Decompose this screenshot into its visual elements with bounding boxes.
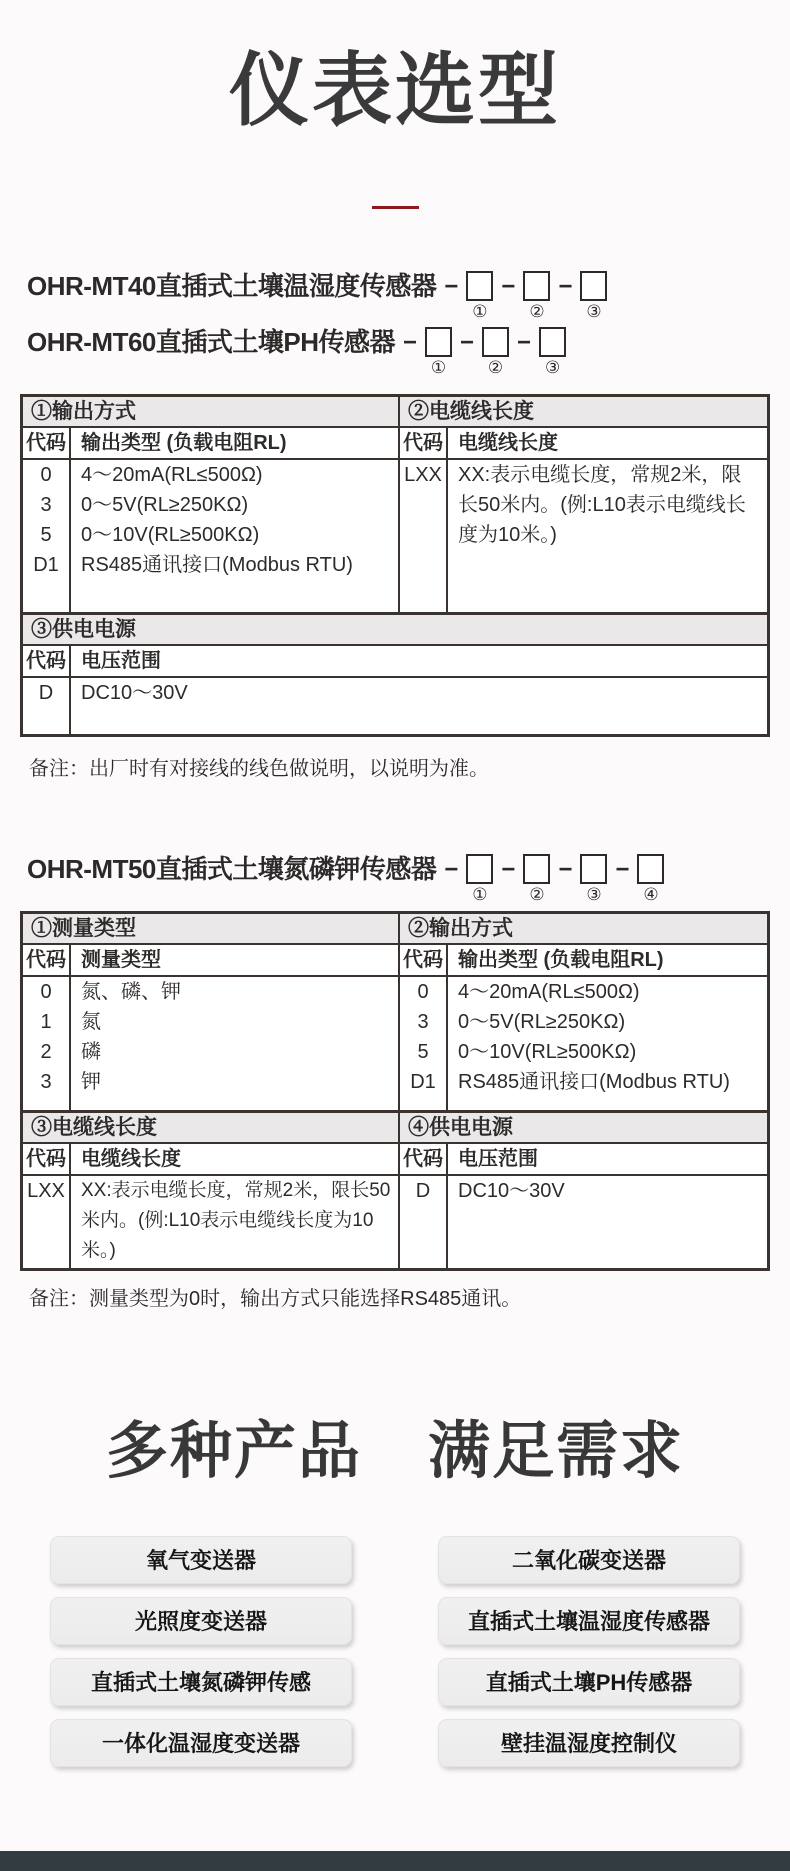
model-code-slot (637, 854, 664, 904)
model-code-slot (580, 854, 607, 904)
column-header-desc: 输出类型 (负载电阻RL) (458, 949, 664, 971)
dash-separator: − (558, 273, 573, 300)
code-cell: 0 (417, 981, 429, 1003)
title-underline (372, 206, 419, 209)
code-column (400, 1176, 448, 1268)
hero-heading-left: 多种产品 (105, 1417, 362, 1486)
desc-column (71, 1176, 398, 1268)
desc-cell: 0～5V(RL≥250KΩ) (458, 1011, 626, 1033)
hero-heading (20, 1417, 770, 1487)
code-cell: D1 (33, 554, 59, 576)
desc-cell: DC10～30V (458, 1180, 565, 1202)
dash-separator: − (501, 856, 516, 883)
section-header: ②输出方式 (400, 914, 767, 945)
slot-number: ③ (586, 302, 602, 321)
page-title: 仪表选型 (229, 46, 561, 135)
desc-cell: 磷 (81, 1041, 101, 1063)
code-column (23, 977, 71, 1110)
model-line-mt60 (20, 327, 770, 377)
slot-number: ③ (586, 885, 602, 904)
section-cable (398, 397, 767, 612)
code-box (466, 854, 493, 884)
note-remark-2: 备注：测量类型为0时，输出方式只能选择RS485通讯。 (29, 1288, 522, 1310)
product-button-soil-npk[interactable]: 直插式土壤氮磷钾传感 (50, 1658, 352, 1706)
column-header-desc: 电缆线长度 (81, 1148, 181, 1170)
code-column (400, 460, 448, 612)
code-cell: LXX (27, 1180, 65, 1202)
code-cell: 1 (40, 1011, 52, 1033)
code-column (23, 1176, 71, 1268)
model-code-slot (466, 854, 493, 904)
column-header-desc: 电压范围 (458, 1148, 538, 1170)
column-header-desc: 测量类型 (81, 949, 161, 971)
model-code-slot (425, 327, 452, 377)
code-box (637, 854, 664, 884)
spec-table-mt50-lower (20, 1113, 770, 1271)
desc-cell: 钾 (81, 1071, 101, 1093)
spec-table-mt50-upper (20, 911, 770, 1113)
model-code-slot (482, 327, 509, 377)
note-remark-1: 备注：出厂时有对接线的线色做说明，以说明为准。 (29, 758, 489, 780)
column-header-desc: 输出类型 (负载电阻RL) (81, 432, 287, 454)
slot-number: ① (430, 358, 447, 377)
column-header-desc: 电压范围 (81, 650, 161, 672)
section-header: ③供电电源 (23, 615, 767, 646)
code-box (539, 327, 566, 357)
desc-column (71, 977, 398, 1110)
dash-separator: − (444, 856, 459, 883)
column-header-code: 代码 (23, 945, 71, 975)
code-cell: 3 (40, 494, 52, 516)
column-header-code: 代码 (23, 428, 71, 458)
desc-cell: 0～5V(RL≥250KΩ) (81, 494, 249, 516)
model-code-slot (580, 271, 607, 321)
code-cell: 0 (40, 981, 52, 1003)
product-button-soil-temp-humidity[interactable]: 直插式土壤温湿度传感器 (438, 1597, 740, 1645)
desc-cell: XX:表示电缆长度，常规2米，限长50米内。(例:L10表示电缆线长度为10米。) (81, 1180, 391, 1261)
slot-number: ④ (643, 885, 659, 904)
model-line-mt40 (20, 271, 770, 321)
code-cell: D (38, 682, 54, 704)
code-box (580, 271, 607, 301)
desc-column (71, 460, 398, 612)
section-header: ①测量类型 (23, 914, 398, 945)
desc-cell: 氮 (81, 1011, 101, 1033)
code-cell: 2 (40, 1041, 52, 1063)
code-cell: 5 (417, 1041, 429, 1063)
section-header: ④供电电源 (400, 1113, 767, 1144)
code-cell: D1 (410, 1071, 436, 1093)
code-column (23, 460, 71, 612)
dash-separator: − (501, 273, 516, 300)
slot-number: ① (472, 302, 488, 321)
code-box (523, 854, 550, 884)
desc-cell: 氮、磷、钾 (81, 981, 181, 1003)
desc-cell: 4～20mA(RL≤500Ω) (458, 981, 640, 1003)
code-cell: D (415, 1180, 431, 1202)
dash-separator: − (558, 856, 573, 883)
column-header-desc: 电缆线长度 (458, 432, 558, 454)
desc-cell: 0～10V(RL≥500KΩ) (81, 524, 260, 546)
section-cable (23, 1113, 398, 1268)
code-cell: 3 (417, 1011, 429, 1033)
code-column (400, 977, 448, 1110)
spec-table-mt40-mt60 (20, 394, 770, 615)
model-line-mt50 (20, 854, 770, 904)
dash-separator: − (517, 329, 532, 356)
code-box (523, 271, 550, 301)
desc-column (71, 678, 767, 734)
desc-cell: 4～20mA(RL≤500Ω) (81, 464, 263, 486)
product-button-illuminance[interactable]: 光照度变送器 (50, 1597, 352, 1645)
slot-number: ② (487, 358, 504, 377)
model-code-slot (523, 271, 550, 321)
code-cell: LXX (404, 464, 442, 486)
code-box (482, 327, 509, 357)
desc-column (448, 977, 767, 1110)
column-header-code: 代码 (23, 646, 71, 676)
dash-separator: − (444, 273, 459, 300)
slot-number: ② (529, 885, 545, 904)
product-button-oxygen[interactable]: 氧气变送器 (50, 1536, 352, 1584)
code-box (466, 271, 493, 301)
product-button-soil-ph[interactable]: 直插式土壤PH传感器 (438, 1658, 740, 1706)
code-cell: 0 (40, 464, 52, 486)
dash-separator: − (403, 329, 418, 356)
product-button-wall-controller[interactable]: 壁挂温湿度控制仪 (438, 1719, 740, 1767)
footer-bar (0, 1851, 790, 1871)
code-cell: 3 (40, 1071, 52, 1093)
spec-table-power (20, 615, 770, 737)
slot-number: ② (529, 302, 545, 321)
column-header-code: 代码 (23, 1144, 71, 1174)
desc-cell: DC10～30V (81, 682, 188, 704)
section-output (398, 914, 767, 1110)
hero-heading-right: 满足需求 (428, 1417, 685, 1486)
desc-cell: RS485通讯接口(Modbus RTU) (458, 1071, 730, 1093)
column-header-code: 代码 (400, 1144, 448, 1174)
slot-number: ③ (544, 358, 561, 377)
model-code-slot (539, 327, 566, 377)
dash-separator: − (615, 856, 630, 883)
section-header: ②电缆线长度 (400, 397, 767, 428)
section-header: ③电缆线长度 (23, 1113, 398, 1144)
model-name: OHR-MT60直插式土壤PH传感器 (27, 327, 396, 357)
code-box (425, 327, 452, 357)
section-measure (23, 914, 398, 1110)
product-button-co2[interactable]: 二氧化碳变送器 (438, 1536, 740, 1584)
product-button-grid (20, 1536, 770, 1767)
desc-column (448, 1176, 767, 1268)
section-power (23, 615, 767, 734)
desc-cell: RS485通讯接口(Modbus RTU) (81, 554, 353, 576)
section-power (398, 1113, 767, 1268)
section-header: ①输出方式 (23, 397, 398, 428)
desc-column (448, 460, 767, 612)
code-box (580, 854, 607, 884)
desc-cell: XX:表示电缆长度，常规2米，限长50米内。(例:L10表示电缆线长度为10米。) (458, 464, 746, 546)
code-cell: 5 (40, 524, 52, 546)
product-button-temp-humidity-transmitter[interactable]: 一体化温湿度变送器 (50, 1719, 352, 1767)
code-column (23, 678, 71, 734)
section-output (23, 397, 398, 612)
column-header-code: 代码 (400, 428, 448, 458)
column-header-code: 代码 (400, 945, 448, 975)
model-code-slot (523, 854, 550, 904)
slot-number: ① (472, 885, 488, 904)
model-name: OHR-MT40直插式土壤温湿度传感器 (27, 271, 437, 301)
model-name: OHR-MT50直插式土壤氮磷钾传感器 (27, 854, 437, 884)
model-code-slot (466, 271, 493, 321)
dash-separator: − (460, 329, 475, 356)
desc-cell: 0～10V(RL≥500KΩ) (458, 1041, 637, 1063)
